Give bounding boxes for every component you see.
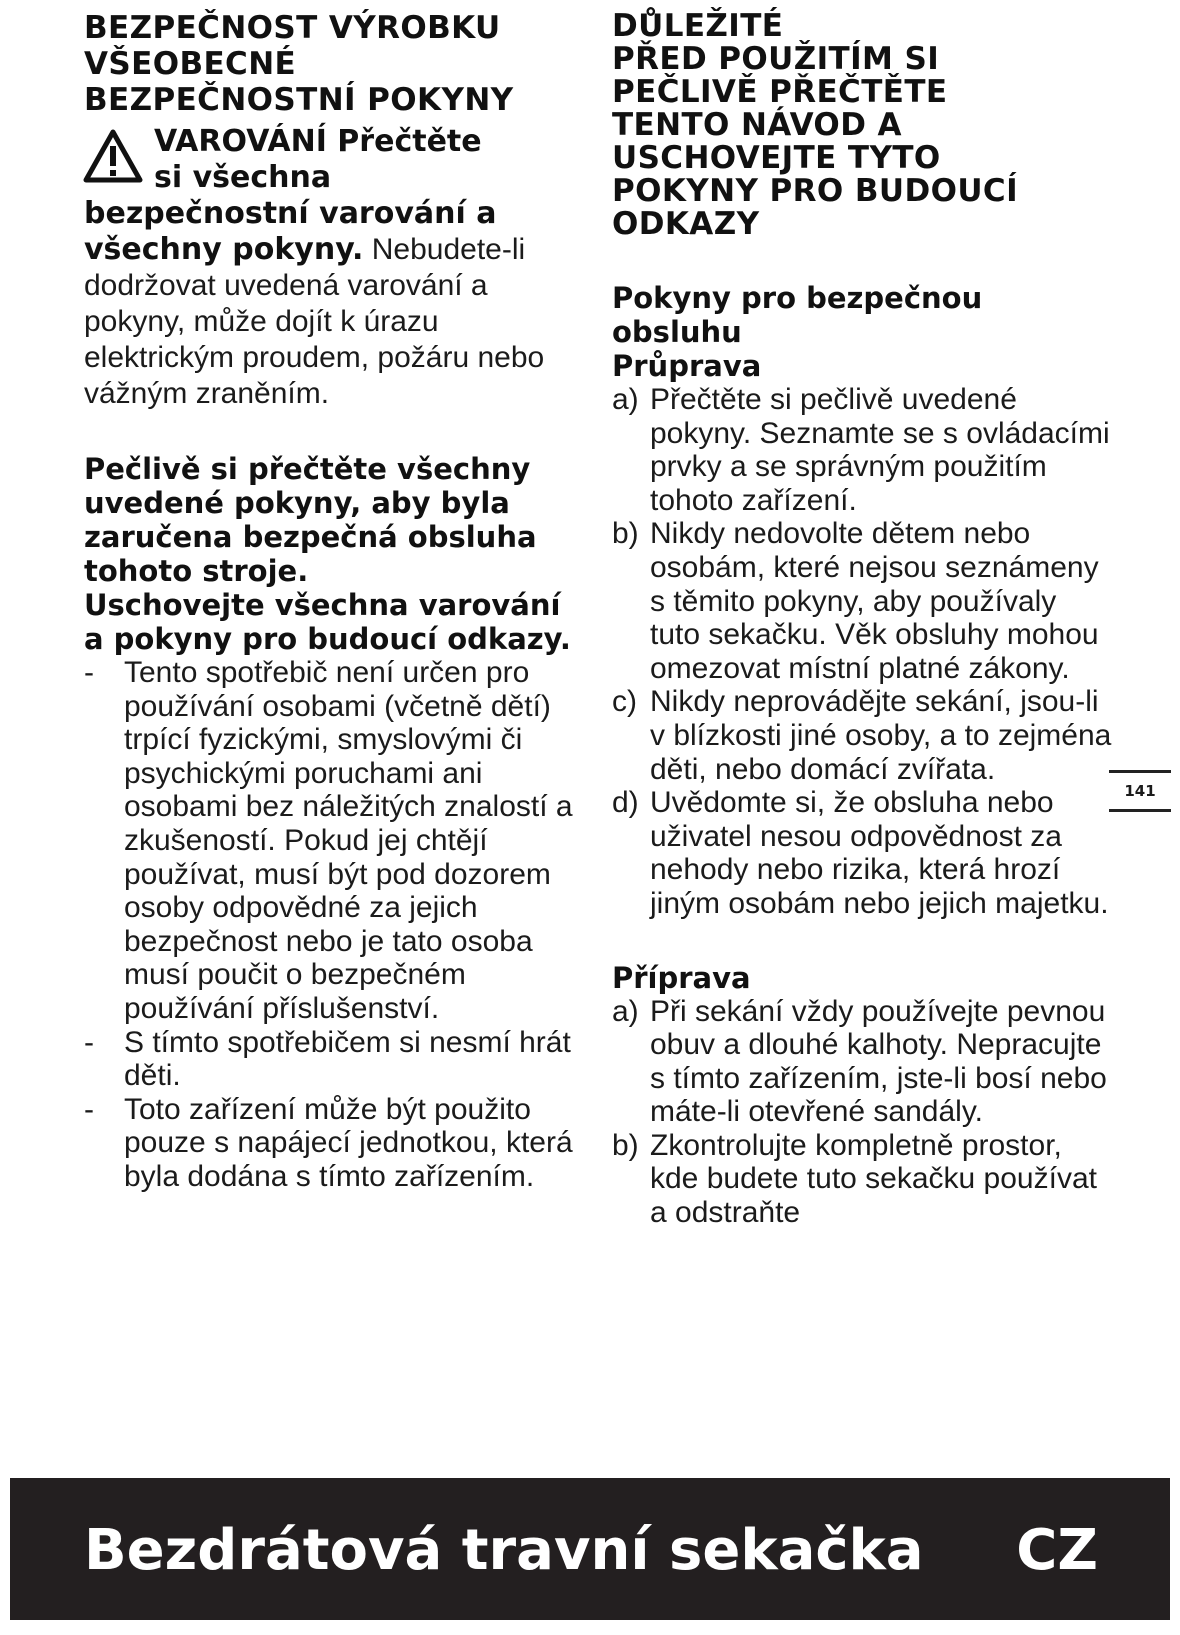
list-item-text: Zkontrolujte kompletně prostor, kde budete tuto sekačku používat a odstraňte <box>650 1128 1097 1230</box>
right-title-line: USCHOVEJTE TYTO <box>612 140 941 176</box>
list-marker: d) <box>612 786 639 820</box>
list-item-text: Nikdy nedovolte dětem nebo osobám, které nejsou seznámeny s těmito pokyny, aby používaly tuto sekačku. Věk obsluhy mohou omezovat místní platné zákony. <box>650 517 1099 685</box>
list-marker: b) <box>612 517 639 551</box>
left-column <box>84 10 584 1194</box>
list-item <box>612 786 1112 920</box>
right-title-line: PŘED POUŽITÍM SI <box>612 41 940 77</box>
list-item-text: S tímto spotřebičem si nesmí hrát děti. <box>124 1025 571 1093</box>
section-title: Pokyny pro bezpečnou obsluhu <box>612 281 983 349</box>
footer-language-code: CZ <box>1016 1518 1098 1583</box>
left-title <box>84 10 584 118</box>
list-item-text: Nikdy neprovádějte sekání, jsou-li v blízkosti jiné osoby, a to zejména děti, nebo domácí zvířata. <box>650 685 1112 786</box>
priprava-list <box>612 995 1112 1230</box>
list-marker: - <box>84 1092 94 1126</box>
list-marker: a) <box>612 383 639 416</box>
list-item <box>612 995 1112 1129</box>
page-number: 141 <box>1109 770 1171 812</box>
right-column <box>612 10 1112 1230</box>
right-title-line: TENTO NÁVOD A <box>612 107 902 143</box>
list-item <box>612 517 1112 685</box>
list-marker: - <box>84 1025 94 1059</box>
list-item-text: Tento spotřebič není určen pro používání osobami (včetně dětí) trpící fyzickými, smyslovými či psychickými poruchami ani osobami bez náležitých znalostí a zkušeností. Pokud jej chtějí používat, musí být pod dozorem osoby odpovědné za jejich bezpečnost nebo je tato osoba musí poučit o bezpečném používání příslušenství. <box>124 656 573 1025</box>
right-title-line: POKYNY PRO BUDOUCÍ <box>612 173 1019 209</box>
instruction-bold-paragraph-2: Uschovejte všechna varování a pokyny pro budoucí odkazy. <box>84 588 571 656</box>
list-item-text: Toto zařízení může být použito pouze s napájecí jednotkou, která byla dodána s tímto zařízením. <box>124 1092 573 1193</box>
left-title-line: BEZPEČNOSTNÍ POKYNY <box>84 82 514 118</box>
list-item <box>84 1026 584 1093</box>
list-item-text: Přečtěte si pečlivě uvedené pokyny. Seznamte se s ovládacími prvky a se správným použitím tohoto zařízení. <box>650 383 1110 517</box>
list-item-text: Při sekání vždy používejte pevnou obuv a dlouhé kalhoty. Nepracujte s tímto zařízením, jste-li bosí nebo máte-li otevřené sandály. <box>650 994 1107 1129</box>
warning-bold-text: bezpečnostní varování a všechny pokyny. <box>84 196 497 267</box>
left-title-line: BEZPEČNOST VÝROBKU <box>84 10 501 46</box>
pruprava-list <box>612 383 1112 921</box>
right-title-line: ODKAZY <box>612 206 760 242</box>
list-item <box>612 685 1112 786</box>
list-item <box>84 1093 584 1194</box>
safety-dash-list <box>84 656 584 1194</box>
list-item <box>612 383 1112 517</box>
list-item <box>612 1129 1112 1230</box>
instruction-bold-paragraph: Pečlivě si přečtěte všechny uvedené pokyny, aby byla zaručena bezpečná obsluha tohoto stroje. <box>84 452 537 588</box>
list-item-text: Uvědomte si, že obsluha nebo uživatel nesou odpovědnost za nehody nebo rizika, která hrozí jiným osobám nebo jejich majetku. <box>650 786 1109 920</box>
list-marker: b) <box>612 1128 639 1162</box>
warning-body-text: Nebudete-li dodržovat uvedená varování a pokyny, může dojít k úrazu elektrickým proudem, požáru nebo vážným zraněním. <box>84 233 545 410</box>
list-marker: c) <box>612 685 637 719</box>
list-marker: - <box>84 656 94 689</box>
list-marker: a) <box>612 994 639 1028</box>
footer-title: Bezdrátová travní sekačka <box>84 1518 924 1583</box>
subsection-title-pruprava: Průprava <box>612 349 762 383</box>
subsection-title-priprava: Příprava <box>612 960 751 995</box>
warning-heading-line2: si všechna <box>154 160 332 195</box>
warning-triangle-icon <box>82 128 144 184</box>
warning-heading: VAROVÁNÍ Přečtěte <box>154 124 482 159</box>
list-item <box>84 656 584 1026</box>
right-title-line: DŮLEŽITÉ <box>612 8 784 44</box>
right-title-line: PEČLIVĚ PŘEČTĚTE <box>612 74 948 110</box>
warning-block <box>84 124 584 412</box>
left-title-line: VŠEOBECNÉ <box>84 46 297 82</box>
right-title <box>612 10 1112 241</box>
footer-bar <box>10 1478 1170 1620</box>
warning-text <box>84 196 584 412</box>
